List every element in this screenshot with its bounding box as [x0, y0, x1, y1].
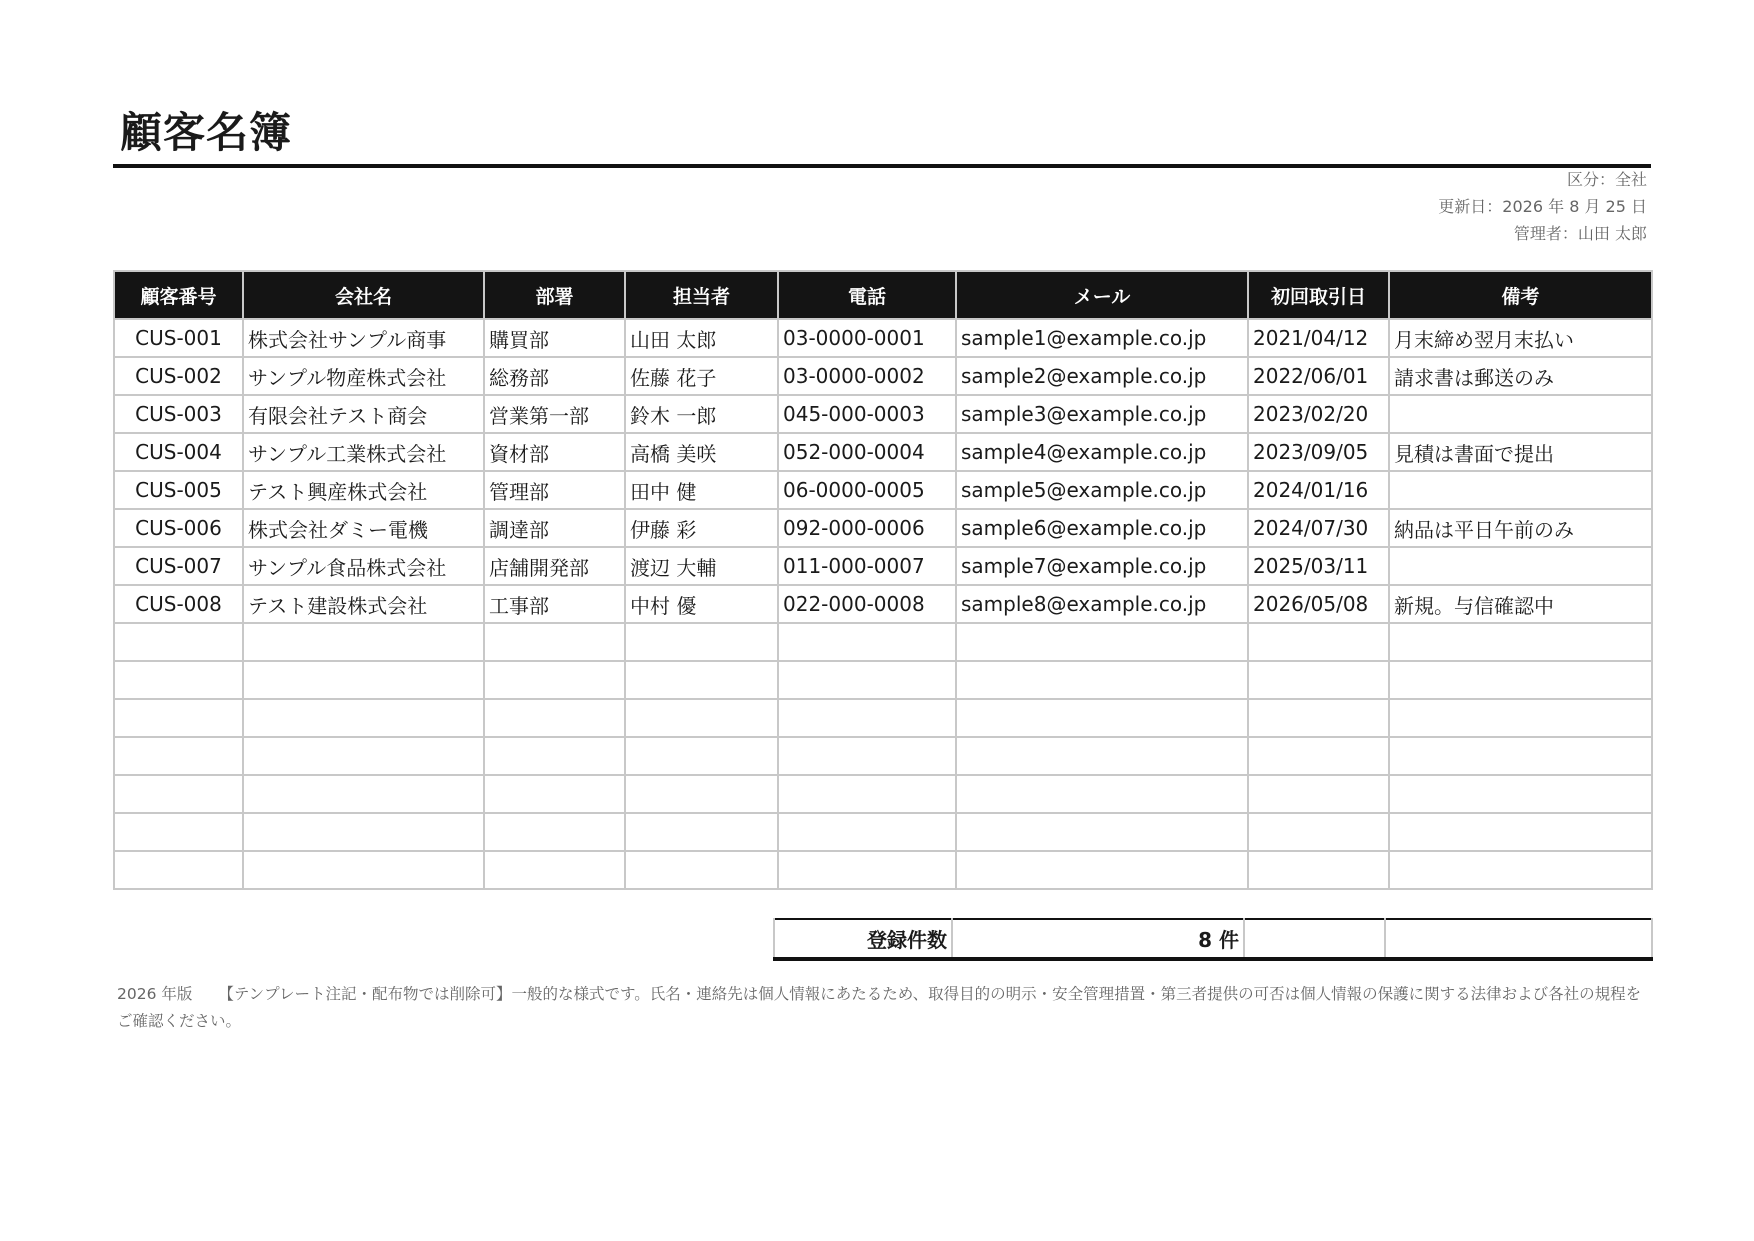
- table-row: [114, 699, 1652, 737]
- header-email: メール: [956, 271, 1248, 319]
- cell-customer-id: CUS-003: [114, 395, 243, 433]
- cell-contact: [625, 851, 778, 889]
- cell-customer-id: CUS-005: [114, 471, 243, 509]
- cell-email: [956, 623, 1248, 661]
- table-row: [114, 775, 1652, 813]
- registered-count-label: 登録件数: [774, 919, 952, 959]
- cell-first-trade-date: 2026/05/08: [1248, 585, 1389, 623]
- cell-phone: 03-0000-0002: [778, 357, 956, 395]
- cell-phone: [778, 699, 956, 737]
- cell-department: 資材部: [484, 433, 625, 471]
- cell-email: [956, 775, 1248, 813]
- cell-company: 有限会社テスト商会: [243, 395, 484, 433]
- registered-count-value: 8 件: [952, 919, 1244, 959]
- cell-company: 株式会社ダミー電機: [243, 509, 484, 547]
- cell-first-trade-date: [1248, 775, 1389, 813]
- cell-phone: [778, 813, 956, 851]
- cell-email: sample7@example.co.jp: [956, 547, 1248, 585]
- cell-customer-id: [114, 775, 243, 813]
- cell-first-trade-date: 2024/07/30: [1248, 509, 1389, 547]
- cell-company: サンプル食品株式会社: [243, 547, 484, 585]
- cell-notes: [1389, 471, 1652, 509]
- cell-company: [243, 813, 484, 851]
- table-row: [114, 433, 1652, 471]
- cell-first-trade-date: [1248, 623, 1389, 661]
- cell-email: [956, 699, 1248, 737]
- cell-notes: 見積は書面で提出: [1389, 433, 1652, 471]
- edition-label: 2026 年版: [117, 985, 193, 1003]
- cell-notes: [1389, 775, 1652, 813]
- cell-company: テスト建設株式会社: [243, 585, 484, 623]
- cell-customer-id: CUS-007: [114, 547, 243, 585]
- cell-customer-id: CUS-004: [114, 433, 243, 471]
- cell-phone: [778, 775, 956, 813]
- cell-phone: 011-000-0007: [778, 547, 956, 585]
- table-row: [114, 585, 1652, 623]
- cell-contact: 山田 太郎: [625, 319, 778, 357]
- cell-phone: 03-0000-0001: [778, 319, 956, 357]
- header-customer-id: 顧客番号: [114, 271, 243, 319]
- table-row: [114, 357, 1652, 395]
- cell-email: [956, 737, 1248, 775]
- cell-email: sample3@example.co.jp: [956, 395, 1248, 433]
- cell-first-trade-date: 2023/09/05: [1248, 433, 1389, 471]
- cell-department: [484, 813, 625, 851]
- cell-notes: 新規。与信確認中: [1389, 585, 1652, 623]
- cell-company: サンプル工業株式会社: [243, 433, 484, 471]
- document-page: [113, 0, 1651, 1241]
- cell-contact: 伊藤 彩: [625, 509, 778, 547]
- title-underline: [113, 164, 1651, 168]
- footnote-text: 【テンプレート注記・配布物では削除可】一般的な様式です。氏名・連絡先は個人情報にあたるため、取得目的の明示・安全管理措置・第三者提供の可否は個人情報の保護に関する法律および各社の規程をご確認ください。: [117, 985, 1642, 1030]
- cell-contact: 中村 優: [625, 585, 778, 623]
- table-row: [114, 661, 1652, 699]
- cell-notes: [1389, 623, 1652, 661]
- cell-notes: [1389, 699, 1652, 737]
- table-row: [114, 509, 1652, 547]
- cell-first-trade-date: 2024/01/16: [1248, 471, 1389, 509]
- cell-notes: 月末締め翌月末払い: [1389, 319, 1652, 357]
- cell-department: 営業第一部: [484, 395, 625, 433]
- page-title: 顧客名簿: [120, 108, 293, 157]
- cell-email: sample6@example.co.jp: [956, 509, 1248, 547]
- table-row: [114, 547, 1652, 585]
- cell-phone: [778, 661, 956, 699]
- cell-email: sample8@example.co.jp: [956, 585, 1248, 623]
- cell-contact: [625, 623, 778, 661]
- cell-department: [484, 775, 625, 813]
- summary-row: [773, 918, 1653, 961]
- category-label: 区分：全社: [1566, 170, 1647, 189]
- cell-customer-id: CUS-008: [114, 585, 243, 623]
- cell-customer-id: [114, 661, 243, 699]
- cell-phone: 092-000-0006: [778, 509, 956, 547]
- cell-customer-id: CUS-006: [114, 509, 243, 547]
- cell-phone: 052-000-0004: [778, 433, 956, 471]
- header-contact: 担当者: [625, 271, 778, 319]
- cell-customer-id: [114, 699, 243, 737]
- table-row: [114, 623, 1652, 661]
- cell-first-trade-date: [1248, 737, 1389, 775]
- table-row: [114, 813, 1652, 851]
- cell-contact: [625, 813, 778, 851]
- cell-notes: [1389, 661, 1652, 699]
- manager-name: 管理者：山田 太郎: [1513, 224, 1647, 243]
- cell-notes: [1389, 813, 1652, 851]
- cell-notes: [1389, 395, 1652, 433]
- cell-email: [956, 661, 1248, 699]
- cell-contact: 渡辺 大輔: [625, 547, 778, 585]
- cell-customer-id: [114, 737, 243, 775]
- cell-phone: 045-000-0003: [778, 395, 956, 433]
- table-row: [114, 851, 1652, 889]
- cell-phone: 022-000-0008: [778, 585, 956, 623]
- cell-company: テスト興産株式会社: [243, 471, 484, 509]
- cell-first-trade-date: 2025/03/11: [1248, 547, 1389, 585]
- cell-first-trade-date: 2022/06/01: [1248, 357, 1389, 395]
- cell-company: [243, 623, 484, 661]
- cell-email: [956, 813, 1248, 851]
- header-row: [114, 271, 1652, 319]
- cell-notes: [1389, 851, 1652, 889]
- cell-company: [243, 661, 484, 699]
- cell-department: [484, 699, 625, 737]
- cell-notes: [1389, 547, 1652, 585]
- cell-contact: 田中 健: [625, 471, 778, 509]
- header-notes: 備考: [1389, 271, 1652, 319]
- cell-department: 調達部: [484, 509, 625, 547]
- customer-table: [113, 270, 1653, 890]
- cell-phone: [778, 737, 956, 775]
- cell-first-trade-date: [1248, 813, 1389, 851]
- cell-first-trade-date: 2021/04/12: [1248, 319, 1389, 357]
- table-row: [114, 737, 1652, 775]
- header-department: 部署: [484, 271, 625, 319]
- cell-company: [243, 737, 484, 775]
- cell-email: [956, 851, 1248, 889]
- cell-customer-id: [114, 851, 243, 889]
- cell-notes: 請求書は郵送のみ: [1389, 357, 1652, 395]
- template-footnote: [117, 981, 1653, 1035]
- cell-first-trade-date: [1248, 851, 1389, 889]
- cell-company: [243, 775, 484, 813]
- cell-contact: 鈴木 一郎: [625, 395, 778, 433]
- header-phone: 電話: [778, 271, 956, 319]
- cell-department: 店舗開発部: [484, 547, 625, 585]
- cell-contact: [625, 737, 778, 775]
- cell-contact: [625, 699, 778, 737]
- cell-phone: [778, 851, 956, 889]
- cell-customer-id: CUS-001: [114, 319, 243, 357]
- cell-email: sample5@example.co.jp: [956, 471, 1248, 509]
- cell-first-trade-date: [1248, 661, 1389, 699]
- table-row: [114, 395, 1652, 433]
- cell-department: 総務部: [484, 357, 625, 395]
- cell-department: [484, 623, 625, 661]
- cell-customer-id: [114, 813, 243, 851]
- header-first-trade-date: 初回取引日: [1248, 271, 1389, 319]
- cell-customer-id: [114, 623, 243, 661]
- cell-phone: 06-0000-0005: [778, 471, 956, 509]
- cell-department: [484, 661, 625, 699]
- summary-empty-cell: [1244, 919, 1385, 959]
- cell-department: [484, 851, 625, 889]
- updated-date: 更新日：2026 年 8 月 25 日: [1438, 197, 1647, 216]
- cell-department: 工事部: [484, 585, 625, 623]
- header-company: 会社名: [243, 271, 484, 319]
- cell-department: 購買部: [484, 319, 625, 357]
- cell-phone: [778, 623, 956, 661]
- cell-contact: [625, 775, 778, 813]
- cell-company: [243, 851, 484, 889]
- cell-email: sample2@example.co.jp: [956, 357, 1248, 395]
- cell-department: 管理部: [484, 471, 625, 509]
- document-meta: [1438, 166, 1647, 247]
- table-row: [114, 471, 1652, 509]
- cell-notes: [1389, 737, 1652, 775]
- cell-email: sample1@example.co.jp: [956, 319, 1248, 357]
- cell-first-trade-date: [1248, 699, 1389, 737]
- cell-notes: 納品は平日午前のみ: [1389, 509, 1652, 547]
- cell-department: [484, 737, 625, 775]
- table-row: [114, 319, 1652, 357]
- cell-contact: 高橋 美咲: [625, 433, 778, 471]
- cell-contact: 佐藤 花子: [625, 357, 778, 395]
- summary-empty-cell: [1385, 919, 1652, 959]
- cell-company: [243, 699, 484, 737]
- cell-company: 株式会社サンプル商事: [243, 319, 484, 357]
- cell-contact: [625, 661, 778, 699]
- cell-customer-id: CUS-002: [114, 357, 243, 395]
- cell-company: サンプル物産株式会社: [243, 357, 484, 395]
- cell-first-trade-date: 2023/02/20: [1248, 395, 1389, 433]
- cell-email: sample4@example.co.jp: [956, 433, 1248, 471]
